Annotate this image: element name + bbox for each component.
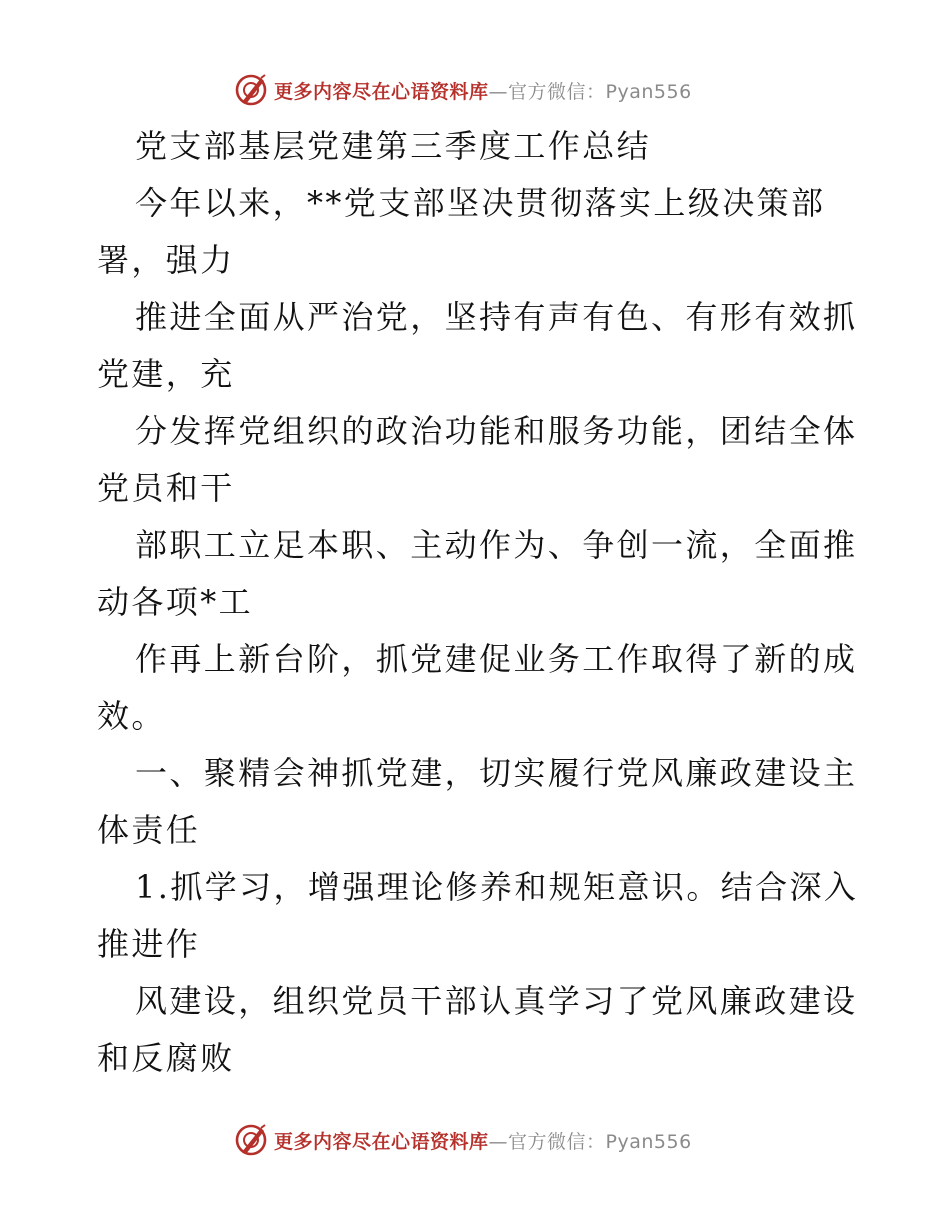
text-line: 体责任	[97, 811, 201, 849]
banner-brand: 更多内容尽在心语资料库	[274, 80, 489, 103]
text-line: 作再上新台阶，抓党建促业务工作取得了新的成	[135, 640, 858, 678]
quill-logo-icon	[234, 1123, 268, 1157]
footer-dash: —	[488, 1130, 509, 1153]
text-line: 党建，充	[97, 355, 235, 393]
text-line: 今年以来，**党支部坚决贯彻落实上级决策部	[135, 184, 826, 222]
text-line: 分发挥党组织的政治功能和服务功能，团结全体	[135, 412, 858, 450]
text-line: 风建设，组织党员干部认真学习了党风廉政建设	[135, 982, 858, 1020]
quill-logo-icon	[234, 73, 268, 107]
text-line: 1.抓学习，增强理论修养和规矩意识。结合深入	[135, 868, 859, 906]
text-line: 推进作	[97, 925, 201, 963]
document-title: 党支部基层党建第三季度工作总结	[135, 127, 652, 165]
banner-wechat: 官方微信：Pyan556	[508, 80, 692, 103]
footer-wechat: 官方微信：Pyan556	[508, 1130, 692, 1153]
text-line: 推进全面从严治党，坚持有声有色、有形有效抓	[135, 298, 858, 336]
text-line: 和反腐败	[97, 1039, 235, 1077]
footer-brand: 更多内容尽在心语资料库	[274, 1130, 489, 1153]
banner-dash: —	[488, 80, 509, 103]
text-line: 一、聚精会神抓党建，切实履行党风廉政建设主	[135, 754, 858, 792]
text-line: 党员和干	[97, 469, 235, 507]
document-body	[97, 118, 857, 1087]
text-line: 署，强力	[97, 241, 235, 279]
footer-banner	[234, 1122, 692, 1158]
text-line: 部职工立足本职、主动作为、争创一流，全面推	[135, 526, 858, 564]
text-line: 效。	[97, 697, 166, 735]
text-line: 动各项*工	[97, 583, 254, 621]
header-banner	[234, 72, 692, 108]
